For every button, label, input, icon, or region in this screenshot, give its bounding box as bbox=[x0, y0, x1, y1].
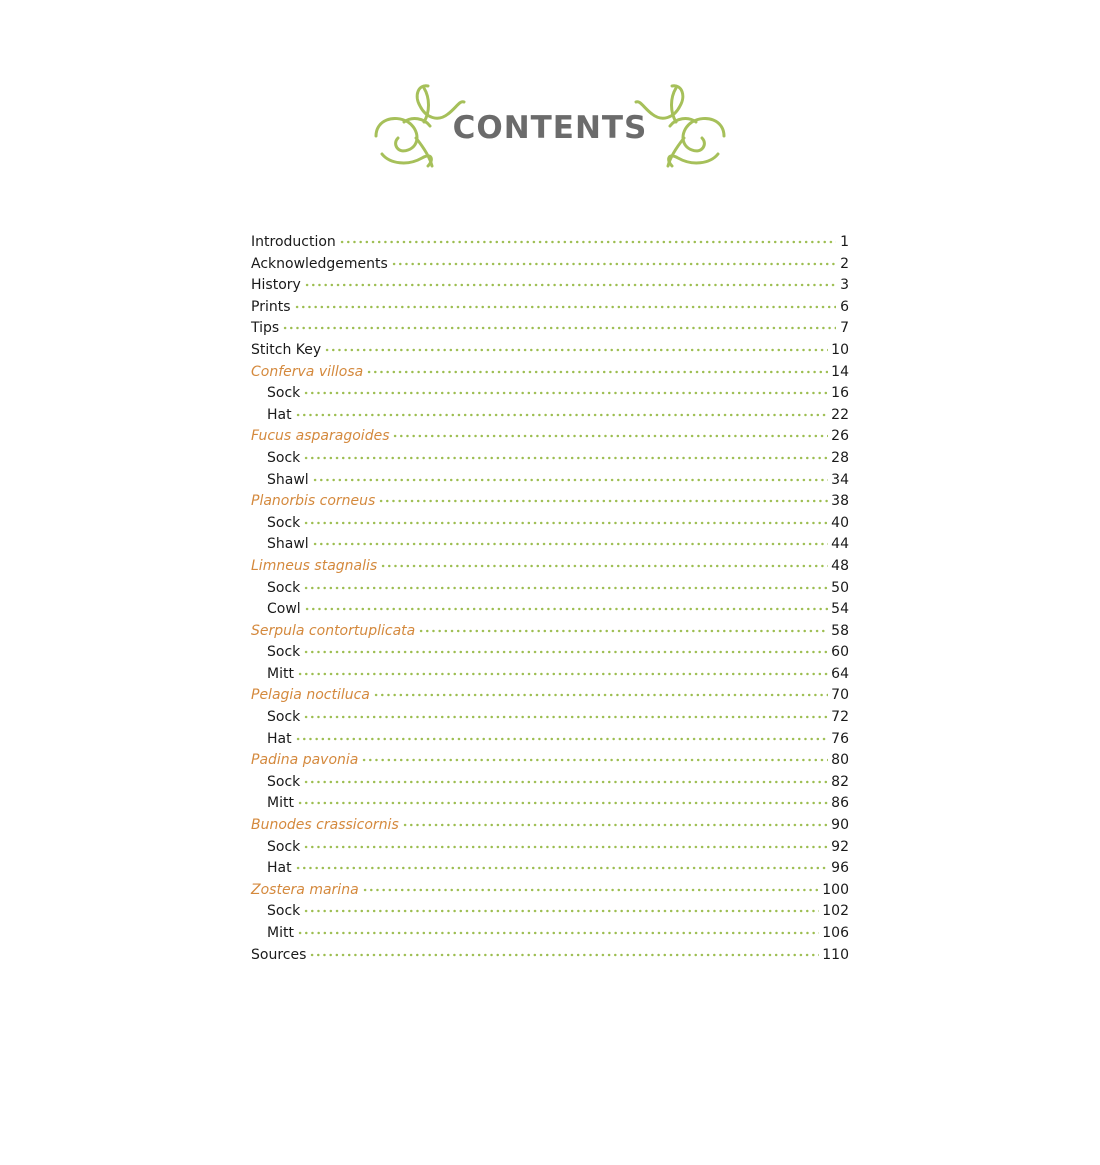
toc-page-number: 40 bbox=[831, 514, 849, 531]
toc-page-number: 60 bbox=[831, 644, 849, 661]
toc-page-number: 72 bbox=[831, 709, 849, 726]
toc-page-number: 110 bbox=[822, 946, 849, 963]
toc-species-entry[interactable] bbox=[251, 491, 849, 513]
toc-entry[interactable] bbox=[251, 340, 849, 362]
dot-leader bbox=[282, 324, 836, 332]
toc-page-number: 44 bbox=[831, 536, 849, 553]
dot-leader bbox=[297, 799, 828, 807]
toc-sub-entry[interactable] bbox=[251, 534, 849, 556]
toc-entry-label: Conferva villosa bbox=[251, 363, 364, 380]
dot-leader bbox=[304, 605, 828, 613]
toc-page-number: 80 bbox=[831, 752, 849, 769]
toc-entry-label: Sock bbox=[267, 385, 301, 402]
toc-species-entry[interactable] bbox=[251, 621, 849, 643]
dot-leader bbox=[295, 864, 829, 872]
toc-page-number: 90 bbox=[831, 817, 849, 834]
toc-sub-entry[interactable] bbox=[251, 470, 849, 492]
toc-page-number: 96 bbox=[831, 860, 849, 877]
toc-sub-entry[interactable] bbox=[251, 837, 849, 859]
toc-page-number: 16 bbox=[831, 385, 849, 402]
toc-page-number: 38 bbox=[831, 493, 849, 510]
toc-entry-label: Sock bbox=[267, 579, 301, 596]
toc-entry-label: Shawl bbox=[267, 471, 309, 488]
toc-entry-label: History bbox=[251, 277, 301, 294]
toc-page-number: 34 bbox=[831, 471, 849, 488]
toc-species-entry[interactable] bbox=[251, 685, 849, 707]
toc-sub-entry[interactable] bbox=[251, 772, 849, 794]
toc-species-entry[interactable] bbox=[251, 362, 849, 384]
toc-page-number: 82 bbox=[831, 773, 849, 790]
dot-leader bbox=[303, 519, 828, 527]
toc-sub-entry[interactable] bbox=[251, 383, 849, 405]
toc-entry-label: Serpula contortuplicata bbox=[251, 622, 416, 639]
toc-species-entry[interactable] bbox=[251, 880, 849, 902]
dot-leader bbox=[402, 821, 828, 829]
toc-page-number: 92 bbox=[831, 838, 849, 855]
toc-sub-entry[interactable] bbox=[251, 858, 849, 880]
dot-leader bbox=[303, 907, 819, 915]
toc-page-number: 106 bbox=[822, 925, 849, 941]
toc-sub-entry[interactable] bbox=[251, 707, 849, 729]
dot-leader bbox=[297, 670, 828, 678]
toc-page-number: 2 bbox=[840, 255, 849, 272]
dot-leader bbox=[392, 432, 828, 440]
toc-entry-label: Padina pavonia bbox=[251, 752, 359, 769]
toc-entry-label: Cowl bbox=[267, 601, 301, 618]
toc-sub-entry[interactable] bbox=[251, 729, 849, 751]
toc-entry-label: Sock bbox=[267, 644, 301, 661]
dot-leader bbox=[303, 778, 828, 786]
toc-sub-entry[interactable] bbox=[251, 405, 849, 427]
toc-entry-label: Tips bbox=[251, 320, 280, 337]
toc-sub-entry[interactable] bbox=[251, 901, 849, 923]
toc-entry-label: Sock bbox=[267, 449, 301, 466]
dot-leader bbox=[380, 562, 828, 570]
toc-page-number: 58 bbox=[831, 622, 849, 639]
toc-sub-entry[interactable] bbox=[251, 448, 849, 470]
toc-sub-entry[interactable] bbox=[251, 599, 849, 621]
dot-leader bbox=[295, 411, 829, 419]
toc-page-number: 100 bbox=[822, 881, 849, 898]
toc-entry[interactable] bbox=[251, 275, 849, 297]
dot-leader bbox=[303, 389, 828, 397]
toc-page-number: 64 bbox=[831, 665, 849, 682]
dot-leader bbox=[303, 584, 828, 592]
dot-leader bbox=[295, 735, 829, 743]
toc-sub-entry[interactable] bbox=[251, 793, 849, 815]
dot-leader bbox=[312, 540, 828, 548]
dot-leader bbox=[366, 368, 828, 376]
dot-leader bbox=[418, 627, 828, 635]
toc-entry-label: Zostera marina bbox=[251, 881, 359, 898]
dot-leader bbox=[303, 713, 828, 721]
toc-sub-entry[interactable] bbox=[251, 923, 849, 945]
toc-entry-label: Hat bbox=[267, 730, 292, 747]
dot-leader bbox=[297, 929, 819, 937]
toc-page-number: 22 bbox=[831, 406, 849, 423]
toc-entry-label: Sock bbox=[267, 903, 301, 920]
toc-entry[interactable] bbox=[251, 297, 849, 319]
toc-entry[interactable] bbox=[251, 254, 849, 276]
toc-entry-label: Hat bbox=[267, 860, 292, 877]
toc-entry-label: Prints bbox=[251, 298, 291, 315]
dot-leader bbox=[339, 238, 836, 246]
toc-entry-label: Shawl bbox=[267, 536, 309, 553]
toc-entry-label: Mitt bbox=[267, 665, 294, 682]
dot-leader bbox=[304, 281, 836, 289]
toc-page-number: 48 bbox=[831, 557, 849, 574]
toc-page-number: 14 bbox=[831, 363, 849, 380]
toc-page-number: 26 bbox=[831, 428, 849, 445]
toc-page-number: 6 bbox=[840, 298, 849, 315]
dot-leader bbox=[378, 497, 828, 505]
dot-leader bbox=[391, 260, 836, 268]
toc-species-entry[interactable] bbox=[251, 750, 849, 772]
toc-page-number: 10 bbox=[831, 341, 849, 358]
toc-sub-entry[interactable] bbox=[251, 664, 849, 686]
toc-entry-label: Limneus stagnalis bbox=[251, 557, 378, 574]
toc-entry-label: Hat bbox=[267, 406, 292, 423]
dot-leader bbox=[309, 951, 819, 959]
toc-species-entry[interactable] bbox=[251, 815, 849, 837]
toc-species-entry[interactable] bbox=[251, 426, 849, 448]
toc-sub-entry[interactable] bbox=[251, 578, 849, 600]
toc-entry-label: Pelagia noctiluca bbox=[251, 687, 370, 704]
dot-leader bbox=[361, 756, 828, 764]
toc-species-entry[interactable] bbox=[251, 556, 849, 578]
toc-page-number: 86 bbox=[831, 795, 849, 812]
flourish-ornament-right-icon bbox=[632, 78, 732, 170]
toc-page-number: 3 bbox=[840, 277, 849, 294]
contents-header bbox=[0, 72, 1100, 172]
dot-leader bbox=[373, 691, 828, 699]
dot-leader bbox=[312, 476, 828, 484]
toc-entry-label: Stitch Key bbox=[251, 341, 322, 358]
dot-leader bbox=[303, 843, 828, 851]
page-title: CONTENTS bbox=[452, 110, 648, 146]
toc-entry[interactable] bbox=[251, 232, 849, 254]
toc-entry-label: Mitt bbox=[267, 795, 294, 812]
toc-entry-label: Sock bbox=[267, 773, 301, 790]
toc-entry-label: Sources bbox=[251, 946, 307, 963]
toc-entry-label: Mitt bbox=[267, 925, 294, 941]
toc-entry[interactable] bbox=[251, 318, 849, 340]
toc-page-number: 1 bbox=[840, 234, 849, 250]
dot-leader bbox=[294, 303, 837, 311]
toc-page-number: 7 bbox=[840, 320, 849, 337]
toc-page-number: 70 bbox=[831, 687, 849, 704]
toc-entry-label: Fucus asparagoides bbox=[251, 428, 390, 445]
toc-entry-label: Bunodes crassicornis bbox=[251, 817, 399, 834]
toc-entry[interactable] bbox=[251, 945, 849, 967]
dot-leader bbox=[324, 346, 828, 354]
toc-page-number: 102 bbox=[822, 903, 849, 920]
toc-entry-label: Sock bbox=[267, 709, 301, 726]
toc-sub-entry[interactable] bbox=[251, 513, 849, 535]
toc-entry-label: Sock bbox=[267, 514, 301, 531]
dot-leader bbox=[303, 454, 828, 462]
toc-page-number: 76 bbox=[831, 730, 849, 747]
dot-leader bbox=[362, 886, 820, 894]
table-of-contents bbox=[251, 232, 849, 966]
dot-leader bbox=[303, 648, 828, 656]
toc-entry-label: Introduction bbox=[251, 234, 336, 250]
toc-page-number: 28 bbox=[831, 449, 849, 466]
toc-page-number: 54 bbox=[831, 601, 849, 618]
toc-entry-label: Planorbis corneus bbox=[251, 493, 376, 510]
toc-page-number: 50 bbox=[831, 579, 849, 596]
toc-entry-label: Acknowledgements bbox=[251, 255, 388, 272]
toc-sub-entry[interactable] bbox=[251, 642, 849, 664]
toc-entry-label: Sock bbox=[267, 838, 301, 855]
